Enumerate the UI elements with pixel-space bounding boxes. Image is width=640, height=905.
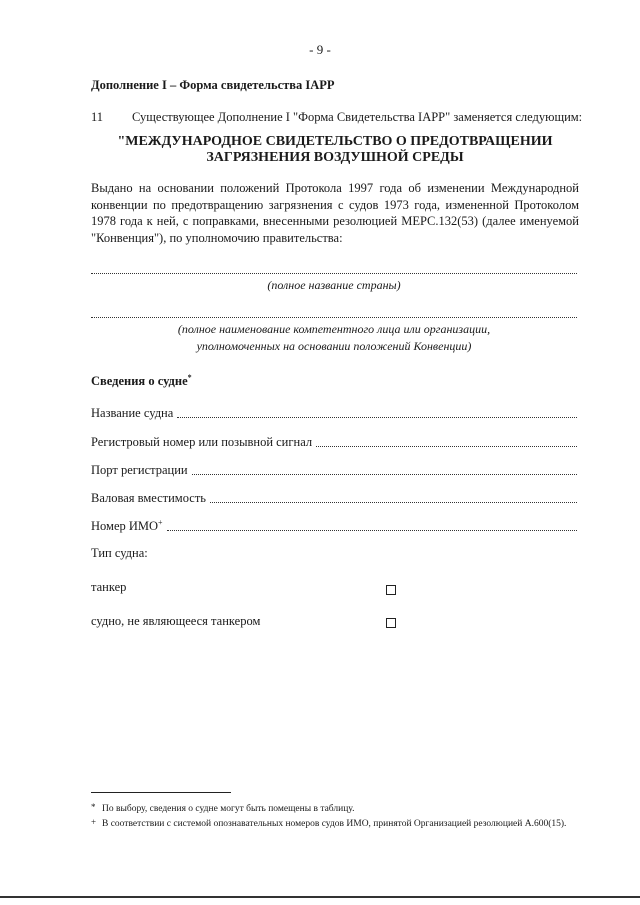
authority-fill-line <box>91 317 577 318</box>
option-non-tanker-label: судно, не являющееся танкером <box>91 614 261 628</box>
imo-number-field <box>91 516 577 534</box>
port-of-registry-field <box>91 460 577 478</box>
paragraph-number: 11 <box>91 110 104 124</box>
gross-tonnage-field <box>91 488 577 506</box>
ship-type-label: Тип судна: <box>91 546 148 560</box>
authority-caption-line2: уполномоченных на основании положений Конвенции) <box>196 339 472 353</box>
country-caption: (полное название страны) <box>267 278 401 292</box>
annex-heading: Дополнение I – Форма свидетельства IAPP <box>91 78 335 92</box>
certificate-title-line2: ЗАГРЯЗНЕНИЯ ВОЗДУШНОЙ СРЕДЫ <box>206 150 464 165</box>
non-tanker-checkbox[interactable] <box>386 618 396 628</box>
page-bottom-border <box>0 896 640 898</box>
imo-number-fill-line <box>167 530 577 531</box>
certificate-title <box>91 134 579 166</box>
call-sign-label: Регистровый номер или позывной сигнал <box>91 435 313 449</box>
gross-tonnage-fill-line <box>210 502 577 503</box>
ship-name-fill-line <box>177 417 577 418</box>
paragraph-text: Существующее Дополнение I "Форма Свидетельства IAPP" заменяется следующим: <box>132 110 583 124</box>
authority-caption <box>91 321 577 355</box>
authority-caption-line1: (полное наименование компетентного лица или организации, <box>177 322 491 336</box>
country-fill-line <box>91 273 577 274</box>
footnote-separator <box>91 792 231 793</box>
port-of-registry-label: Порт регистрации <box>91 463 188 477</box>
footnote-2-mark: + <box>91 817 97 827</box>
imo-number-label: Номер ИМО <box>91 519 159 533</box>
call-sign-fill-line <box>316 446 577 447</box>
ship-particulars-heading-text: Сведения о судне <box>91 374 188 389</box>
imo-number-mark: + <box>158 517 163 527</box>
ship-particulars-heading <box>91 373 192 389</box>
footnote-1-mark: * <box>91 802 96 812</box>
footnote-1-text: По выбору, сведения о судне могут быть помещены в таблицу. <box>102 804 355 814</box>
tanker-checkbox[interactable] <box>386 585 396 595</box>
issued-under-text: Выдано на основании положений Протокола 1997 года об изменении Международной конвенции по предотвращению загрязнения с судов 1973 года, измененной Протоколом 1978 года к ней, с поправками, внесенными резолюцией МЕРС.132(53) (далее именуемой "Конвенция"), по уполномочию правительства: <box>91 181 579 245</box>
call-sign-field <box>91 432 577 450</box>
ship-name-label: Название судна <box>91 406 174 420</box>
port-of-registry-fill-line <box>192 474 577 475</box>
certificate-title-line1: "МЕЖДУНАРОДНОЕ СВИДЕТЕЛЬСТВО О ПРЕДОТВРАЩЕНИИ <box>117 134 553 149</box>
page-number: - 9 - <box>309 42 331 57</box>
option-tanker-label: танкер <box>91 580 127 594</box>
ship-particulars-heading-mark: * <box>187 373 192 382</box>
ship-name-field <box>91 403 577 421</box>
footnote-2-text: В соответствии с системой опознавательных номеров судов ИМО, принятой Организацией резолюцией А.600(15). <box>102 819 567 829</box>
gross-tonnage-label: Валовая вместимость <box>91 491 206 505</box>
imo-number-label-wrap <box>91 518 163 534</box>
